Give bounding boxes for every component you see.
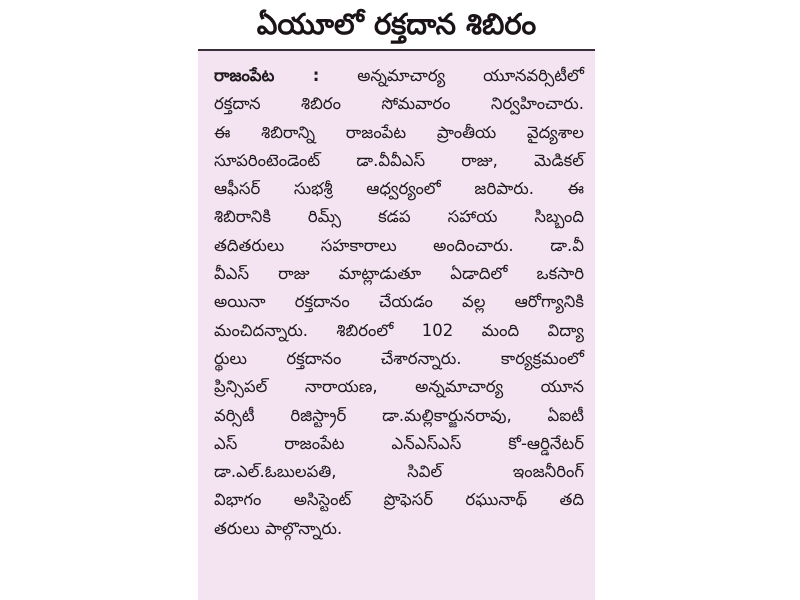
headline-box bbox=[198, 0, 595, 51]
article-line-text: అన్నమాచార్య యూనవర్సిటీలో bbox=[357, 66, 585, 85]
article-line-11: ర్థులు రక్తదానం చేశారన్నారు. కార్యక్రమంలో bbox=[214, 348, 584, 368]
article-line-5: ఆఫీసర్ సుభశ్రీ ఆధ్వర్యంలో జరిపారు. ఈ bbox=[214, 179, 584, 199]
article-line-7: తదితరులు సహకారాలు అందించారు. డా.వీ bbox=[214, 235, 584, 255]
article-line-9: అయినా రక్తదానం చేయడం వల్ల ఆరోగ్యానికి bbox=[214, 292, 584, 312]
article-line-12: ప్రిన్సిపల్ నారాయణ, అన్నమాచార్య యూన bbox=[214, 377, 584, 397]
article-line-1 bbox=[214, 62, 584, 90]
article-line-16: విభాగం అసిస్టెంట్ ప్రొఫెసర్ రఘునాథ్ తది bbox=[214, 490, 584, 510]
article-line-10: మంచిదన్నారు. శిబిరంలో 102 మంది విద్యా bbox=[214, 320, 584, 340]
article-line-13: వర్సిటీ రిజిస్ట్రార్ డా.మల్లికార్జునరావు, ఏఐటీ bbox=[214, 405, 584, 425]
article-line-14: ఎస్ రాజంపేట ఎన్ఎస్ఎస్ కో-ఆర్డినేటర్ bbox=[214, 433, 584, 453]
article-headline: ఏయూలో రక్తదాన శిబిరం bbox=[256, 7, 537, 41]
article-line-15: డా.ఎల్.ఓబులపతి, సివిల్ ఇంజనీరింగ్ bbox=[214, 462, 584, 482]
article-body bbox=[214, 62, 584, 543]
article-line-3: ఈ శిబిరాన్ని రాజంపేట ప్రాంతీయ వైద్యశాల bbox=[214, 122, 584, 142]
article-line-2: రక్తదాన శిబిరం సోమవారం నిర్వహించారు. bbox=[214, 94, 584, 114]
article-dateline: రాజంపేట : bbox=[214, 66, 320, 85]
article-line-8: వీఎస్ రాజు మాట్లాడుతూ ఏడాదిలో ఒకసారి bbox=[214, 264, 584, 284]
article-line-6: శిబిరానికి రిమ్స్ కడప సహాయ సిబ్బంది bbox=[214, 207, 584, 227]
article-line-17: తరులు పాల్గొన్నారు. bbox=[214, 518, 343, 538]
article-line-4: సూపరింటెండెంట్ డా.వీవీఎస్ రాజు, మెడికల్ bbox=[214, 150, 584, 170]
